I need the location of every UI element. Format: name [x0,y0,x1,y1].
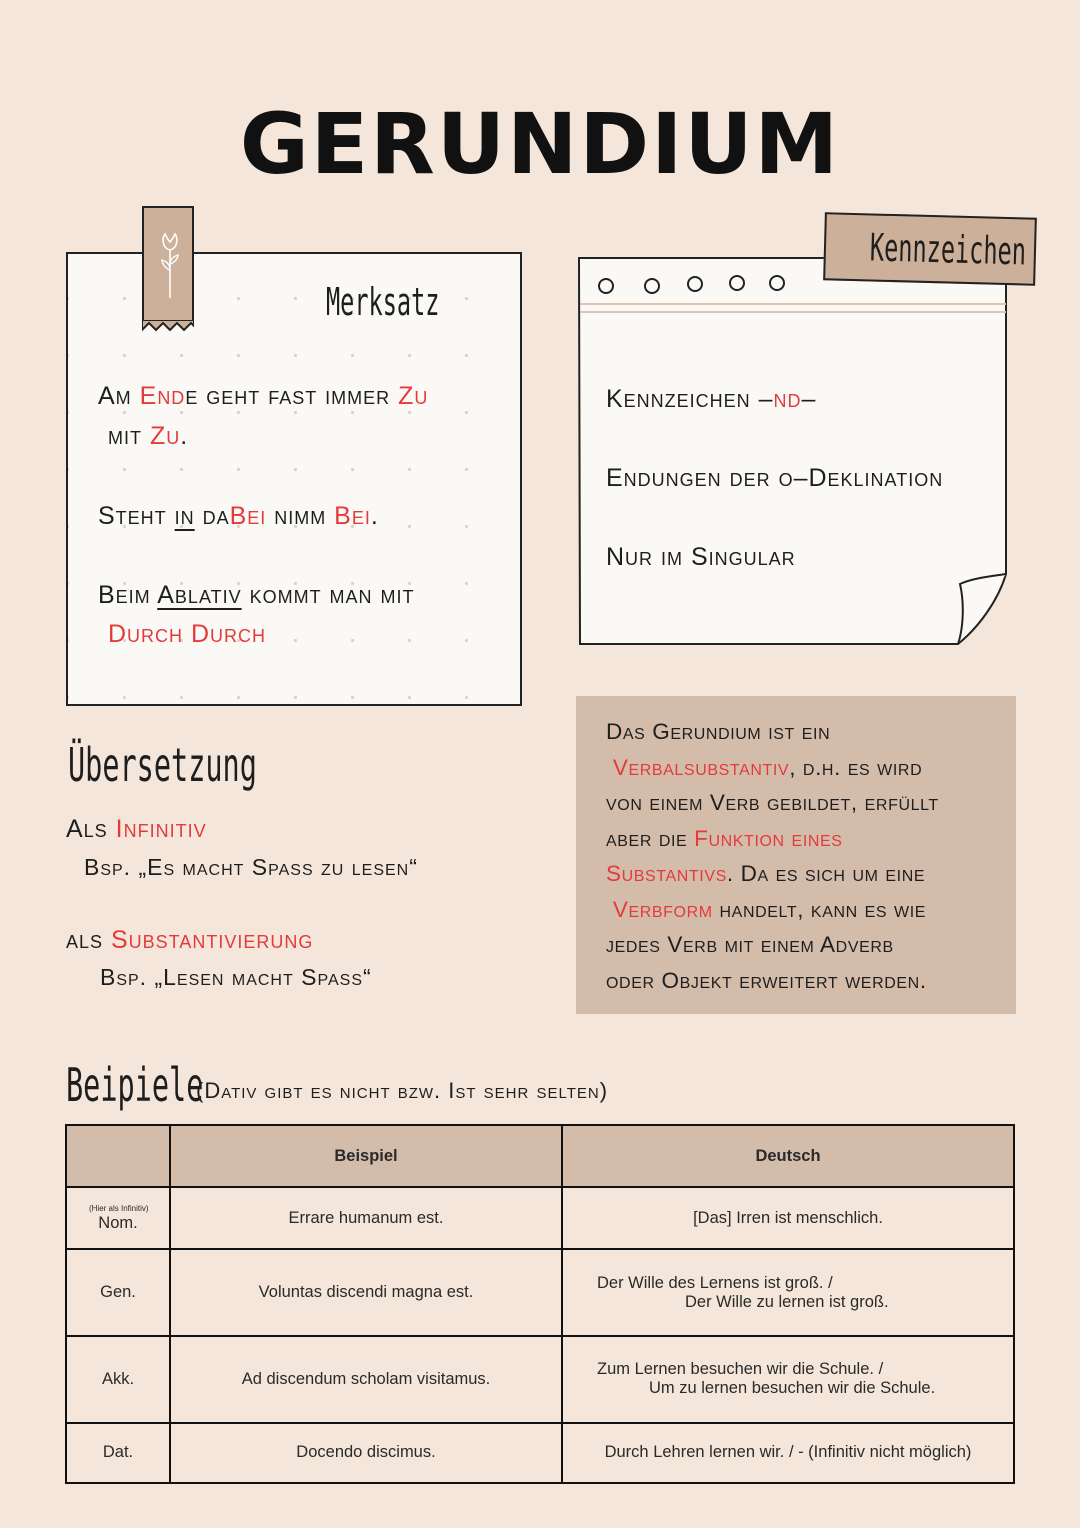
uebersetzung-line-2: Bsp. „Es macht Spass zu lesen“ [84,854,418,880]
definition-line: Verbalsubstantiv, d.h. es wird [612,754,923,780]
table-row [66,1336,1014,1423]
uebersetzung-line-3: als Substantivierung [66,926,314,954]
definition-line: Substantivs. Da es sich um eine [606,861,926,886]
beispiele-heading: Beipiele [66,1058,204,1112]
beispiel-cell: Voluntas discendi magna est. [170,1249,562,1336]
table-header-deutsch: Deutsch [562,1125,1014,1187]
case-cell [66,1187,170,1249]
beispiel-cell: Docendo discimus. [170,1423,562,1483]
dativ-note: (Dativ gibt es nicht bzw. Ist sehr selten) [196,1078,609,1103]
deutsch-line: Der Wille des Lernens ist groß. / [597,1273,833,1292]
merksatz-line-3: Steht in daBei nimm Bei. [98,502,379,530]
definition-line: Verbform handelt, kann es wie [612,896,927,922]
kennzeichen-line-2: Endungen der o–Deklination [606,464,944,492]
table-row [66,1187,1014,1249]
definition-line: aber die Funktion eines [606,825,843,851]
beispiel-cell: Ad discendum scholam visitamus. [170,1336,562,1423]
washi-tape-kennzeichen [823,212,1037,286]
deutsch-cell [562,1249,1014,1336]
case-cell: Akk. [66,1336,170,1423]
uebersetzung-heading: Übersetzung [68,738,257,792]
merksatz-line-2: mit Zu. [108,422,189,450]
case-cell: Gen. [66,1249,170,1336]
case-note: (Hier als Infinitiv) [89,1203,149,1213]
case-label: Nom. [98,1213,138,1232]
page-title: GERUNDIUM [239,95,841,193]
kennzeichen-card [578,256,1010,646]
definition-line: oder Objekt erweitert werden. [606,967,927,993]
notepad-shape [578,256,1010,646]
deutsch-line: Der Wille zu lernen ist groß. [685,1292,889,1311]
definition-line: Das Gerundium ist ein [606,719,831,744]
table-header-case [66,1125,170,1187]
deutsch-cell: [Das] Irren ist menschlich. [562,1187,1014,1249]
merksatz-line-5: Durch Durch [108,620,267,648]
kennzeichen-line-3: Nur im Singular [606,543,796,571]
definition-box [576,696,1016,1014]
deutsch-line: Zum Lernen besuchen wir die Schule. / [597,1360,884,1379]
table-row [66,1249,1014,1336]
merksatz-line-4: Beim Ablativ kommt man mit [98,581,415,609]
deutsch-line: Um zu lernen besuchen wir die Schule. [649,1379,936,1398]
merksatz-line-1: Am Ende geht fast immer Zu [98,382,429,410]
table-header-row [66,1125,1014,1187]
uebersetzung-line-4: Bsp. „Lesen macht Spass“ [100,964,372,990]
case-cell: Dat. [66,1423,170,1483]
beispiel-cell: Errare humanum est. [170,1187,562,1249]
kennzeichen-heading: Kennzeichen [869,225,1027,274]
kennzeichen-line-1: Kennzeichen –nd– [606,385,817,413]
uebersetzung-line-1: Als Infinitiv [66,815,207,843]
merksatz-heading: Merksatz [326,280,440,324]
table-header-beispiel: Beispiel [170,1125,562,1187]
definition-line: jedes Verb mit einem Adverb [606,932,894,957]
deutsch-cell: Durch Lehren lernen wir. / - (Infinitiv nicht möglich) [562,1423,1014,1483]
flower-icon [156,230,184,300]
deutsch-cell [562,1336,1014,1423]
table-row [66,1423,1014,1483]
definition-line: von einem Verb gebildet, erfüllt [606,790,939,815]
examples-table [65,1124,1015,1484]
washi-tape [142,206,194,322]
